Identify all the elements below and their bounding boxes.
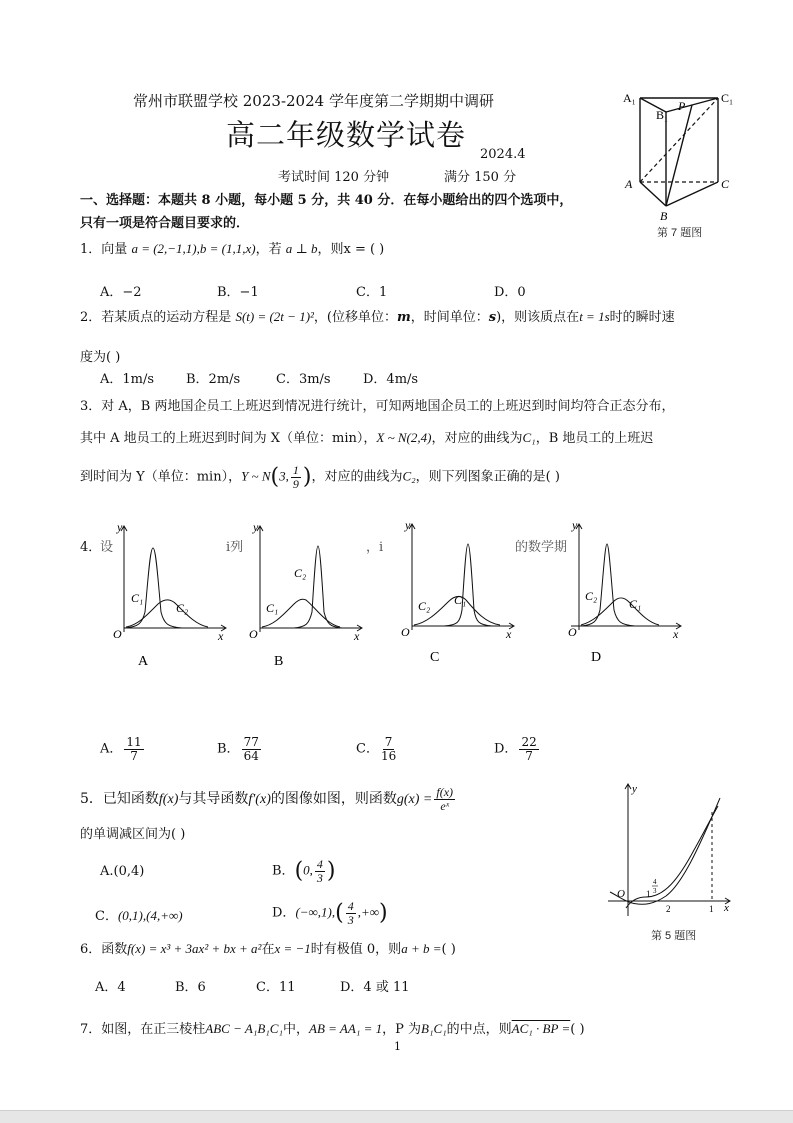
svg-text:C₂: C₂ (585, 589, 598, 603)
q6-option-c[interactable]: C．11 (256, 980, 296, 995)
curve-c2 (581, 544, 635, 626)
graph-label-a: A (138, 654, 149, 669)
q1-option-b[interactable]: B．−1 (217, 285, 259, 300)
exam-date: 2024.4 (480, 147, 526, 162)
q2-option-a[interactable]: A．1m/s (100, 372, 155, 387)
q2-option-c[interactable]: C．3m/s (276, 372, 331, 387)
exam-score-info: 满分 150 分 (444, 170, 517, 185)
g-function: g(x) = (396, 792, 433, 808)
label-p: P (678, 99, 686, 113)
prism-name: ABC − A₁B₁C₁ (205, 1021, 283, 1036)
svg-text:4: 4 (653, 878, 657, 886)
question-4-frag2: i列 (226, 540, 244, 555)
q6-option-a[interactable]: A．4 (95, 980, 126, 995)
label-c1: C₁ (721, 91, 734, 105)
svg-text:O: O (617, 888, 625, 900)
q4-option-c[interactable]: C． $\frac{7}{16}$ (356, 735, 397, 763)
label-a1: A₁ (623, 91, 636, 105)
question-2-line2: 度为( ) (80, 350, 121, 365)
label-b1: B₁ (656, 108, 669, 122)
svg-text:O: O (249, 627, 258, 641)
label-b: B (660, 209, 668, 223)
q5-option-c[interactable]: C．(0,1),(4,+∞) (95, 908, 183, 924)
q1-option-d[interactable]: D．0 (494, 285, 526, 300)
question-4-frag1: 设 (100, 540, 114, 555)
q5-figure (604, 780, 734, 920)
q5-caption: 第 5 题图 (651, 930, 697, 942)
question-4-frag3: ，i (366, 540, 384, 555)
q2-option-d[interactable]: D．4m/s (363, 372, 419, 387)
question-2: 2．若某质点的运动方程是 S(t) = (2t − 1)²，(位移单位：m，时间单位：s)，则该质点在t = 1s时的瞬时速 (80, 309, 675, 325)
exam-subtitle: 常州市联盟学校 2023-2024 学年度第二学期期中调研 (133, 92, 494, 110)
label-a: A (625, 177, 633, 191)
svg-text:x: x (218, 629, 224, 643)
svg-text:y: y (405, 518, 411, 532)
exam-time-info: 考试时间 120 分钟 (278, 170, 390, 185)
q6-option-d[interactable]: D．4 或 11 (340, 980, 410, 995)
vector-a: a = (2,−1,1), (131, 241, 200, 256)
q4-option-b[interactable]: B． $\frac{77}{64}$ (217, 735, 259, 763)
svg-text:y: y (632, 783, 637, 795)
svg-text:1: 1 (646, 889, 651, 899)
dist-y: Y ~ N (241, 468, 271, 484)
dist-x: X ~ N(2,4) (376, 430, 432, 445)
svg-text:O: O (568, 625, 577, 639)
svg-text:O: O (113, 627, 122, 641)
curve-fprime (626, 806, 718, 908)
q5-option-a[interactable]: A.(0,4) (100, 864, 145, 879)
graph-label-c: C (430, 650, 440, 665)
svg-text:x: x (354, 629, 360, 643)
question-3-line1: 3．对 A，B 两地国企员工上班迟到情况进行统计，可知两地国企员工的上班迟到时间均符合正态分布， (80, 399, 675, 414)
exam-title: 高二年级数学试卷 (226, 118, 467, 152)
svg-text:C₁: C₁ (266, 601, 279, 615)
edge-ab (640, 182, 666, 206)
question-6: 6．函数f(x) = x³ + 3ax² + bx + a²在x = −1时有极值 0，则a + b =( ) (80, 941, 456, 957)
q2-option-b[interactable]: B．2m/s (186, 372, 241, 387)
svg-text:C₂: C₂ (176, 601, 189, 615)
graph-label-b: B (274, 654, 284, 669)
graph-label-d: D (591, 650, 602, 665)
svg-text:C₂: C₂ (418, 599, 431, 613)
prism-caption: 第 7 题图 (657, 227, 703, 239)
q5-option-d[interactable]: D．(−∞,1),( $\frac{4}{3}$ ,+∞) (272, 899, 388, 927)
prism-figure (620, 84, 770, 224)
svg-text:3: 3 (653, 887, 657, 895)
svg-text:y: y (572, 518, 578, 532)
vector-b: b = (1,1,x) (199, 241, 256, 256)
svg-text:O: O (401, 625, 410, 639)
q1-option-c[interactable]: C．1 (356, 285, 388, 300)
graph-c[interactable] (396, 518, 521, 668)
viewer-bottom-bar (0, 1110, 793, 1123)
svg-text:x: x (673, 627, 679, 641)
svg-text:y: y (253, 520, 259, 534)
question-7: 7．如图，在正三棱柱ABC − A₁B₁C₁中，AB = AA₁ = 1，P 为B₁C₁的中点，则AC₁ · BP =( ) (80, 1021, 585, 1037)
svg-text:x: x (724, 902, 729, 914)
graph-b[interactable] (244, 520, 369, 670)
curve-f (610, 798, 720, 904)
svg-text:2: 2 (666, 904, 671, 914)
graph-a[interactable] (108, 520, 233, 670)
curve-c2 (294, 546, 342, 628)
label-c: C (721, 177, 730, 191)
q1-option-a[interactable]: A．−2 (100, 285, 142, 300)
question-4-num: 4． (80, 540, 102, 555)
question-4-frag4: 的数学期 (515, 540, 568, 555)
svg-text:x: x (506, 627, 512, 641)
svg-text:C₁: C₁ (131, 591, 144, 605)
q4-option-a[interactable]: A． $\frac{11}{7}$ (100, 735, 142, 763)
question-3-line2: 其中 A 地员工的上班迟到时间为 X（单位：min），X ~ N(2,4)，对应的曲线为C₁，B 地员工的上班迟 (80, 430, 654, 446)
page-number: 1 (394, 1040, 401, 1053)
curve-c1 (444, 544, 492, 626)
q5-option-b[interactable]: B．(0, $\frac{4}{3}$ ) (272, 857, 336, 885)
section-heading-line2: 只有一项是符合题目要求的． (80, 216, 250, 231)
svg-text:C₂: C₂ (294, 566, 307, 580)
question-3-line3: 到时间为 Y（单位：min），Y ~ N(3, $\frac{1}{9}$ )，对应的曲线为C₂，则下列图象正确的是( ) (80, 463, 560, 491)
question-5: 5．已知函数f(x)与其导函数f′(x)的图像如图，则函数g(x) = $\frac{f(x)}{\text{eˣ}}$ (80, 785, 454, 813)
graph-d[interactable] (563, 518, 688, 668)
section-heading: 一、选择题：本题共 8 小题，每小题 5 分，共 40 分．在每小题给出的四个选项中， (80, 193, 573, 208)
svg-text:y: y (117, 520, 123, 534)
curve-c1 (124, 548, 182, 628)
q6-formula: f(x) = x³ + 3ax² + bx + a² (127, 941, 262, 956)
perp-condition: a ⊥ b (285, 241, 318, 256)
question-5-line2: 的单调减区间为( ) (80, 827, 186, 842)
question-1: 1．向量 a = (2,−1,1),b = (1,1,x)，若 a ⊥ b，则x = ( ) (80, 241, 385, 257)
edge-bc (666, 182, 718, 206)
motion-equation: S(t) = (2t − 1)² (235, 309, 314, 324)
svg-text:C₁: C₁ (629, 597, 642, 611)
dot-product: AC₁ · BP = (511, 1021, 571, 1036)
q4-option-d[interactable]: D． $\frac{22}{7}$ (494, 735, 537, 763)
svg-text:1: 1 (709, 904, 714, 914)
svg-text:C₁: C₁ (454, 593, 467, 607)
segment-bp (666, 105, 692, 206)
q6-option-b[interactable]: B．6 (175, 980, 206, 995)
